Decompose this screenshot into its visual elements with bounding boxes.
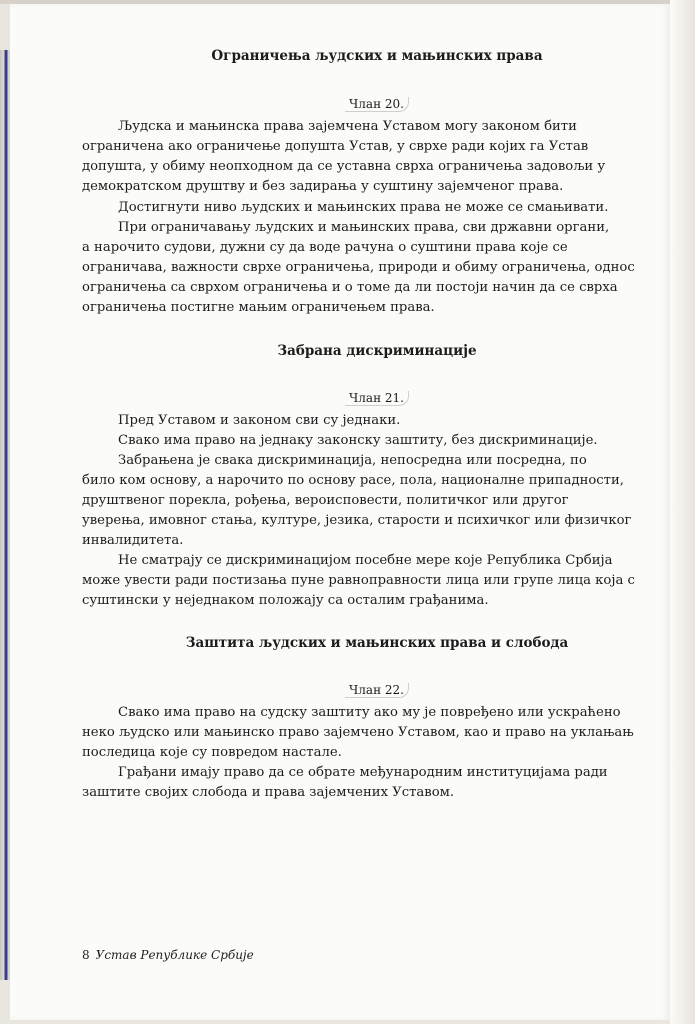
article-number: Члан 22. — [82, 683, 672, 698]
page-edge-shadow — [670, 0, 695, 1024]
page-footer — [82, 948, 254, 962]
book-binding — [0, 50, 10, 980]
text-line: ограничава, важности сврхе ограничења, природи и обиму ограничења, однос — [82, 260, 635, 275]
article-number: Члан 21. — [82, 391, 672, 406]
page-number: 8 — [82, 948, 90, 962]
section-heading: Ограничења људских и мањинских права — [211, 48, 543, 64]
text-line: При ограничавању људских и мањинских права, сви државни органи, — [118, 220, 610, 235]
text-line: Људска и мањинска права зајемчена Уставом могу законом бити — [118, 119, 577, 134]
text-line: ограничења постигне мањим ограничењем права. — [82, 300, 435, 315]
text-line: Свако има право на судску заштиту ако му је повређено или ускраћено — [118, 705, 621, 720]
text-line: допушта, у обиму неопходном да се уставна сврха ограничења задовољи у — [82, 159, 606, 174]
running-title: Устав Републике Србије — [95, 948, 254, 962]
text-line: уверења, имовног стања, културе, језика, старости и психичког или физичког — [82, 513, 632, 528]
text-line: Не сматрају се дискриминацијом посебне мере које Република Србија — [118, 553, 613, 568]
text-line: ограничена ако ограничење допушта Устав, у сврхе ради којих га Устав — [82, 139, 589, 154]
text-line: заштите својих слобода и права зајемчених Уставом. — [82, 785, 455, 800]
text-line: неко људско или мањинско право зајемчено Уставом, као и право на уклањањ — [82, 725, 634, 740]
text-line: демократском друштву и без задирања у суштину зајемченог права. — [82, 179, 564, 194]
text-line: Грађани имају право да се обрате међународним институцијама ради — [118, 765, 608, 780]
text-line: може увести ради постизања пуне равноправности лица или групе лица која с — [82, 573, 635, 588]
text-line: Свако има право на једнаку законску заштиту, без дискриминације. — [118, 433, 598, 448]
text-line: ограничења са сврхом ограничења и о томе да ли постоји начин да се сврха — [82, 280, 618, 295]
text-line: суштински у неједнаком положају са осталим грађанима. — [82, 593, 489, 608]
article-number: Члан 20. — [82, 97, 672, 112]
text-line: последица које су повредом настале. — [82, 745, 342, 760]
section-heading: Забрана дискриминације — [277, 343, 477, 359]
text-line: Забрањена је свака дискриминација, непосредна или посредна, по — [118, 453, 587, 468]
text-line: Пред Уставом и законом сви су једнаки. — [118, 413, 401, 428]
section-heading: Заштита људских и мањинских права и слобода — [185, 635, 569, 651]
text-line: било ком основу, а нарочито по основу расе, пола, националне припадности, — [82, 473, 624, 488]
text-line: инвалидитета. — [82, 533, 184, 548]
text-line: друштвеног порекла, рођења, вероисповести, политичког или другог — [82, 493, 569, 508]
text-line: Достигнути ниво људских и мањинских права не може се смањивати. — [118, 200, 609, 215]
text-line: а нарочито судови, дужни су да воде рачуна о суштини права које се — [82, 240, 568, 255]
